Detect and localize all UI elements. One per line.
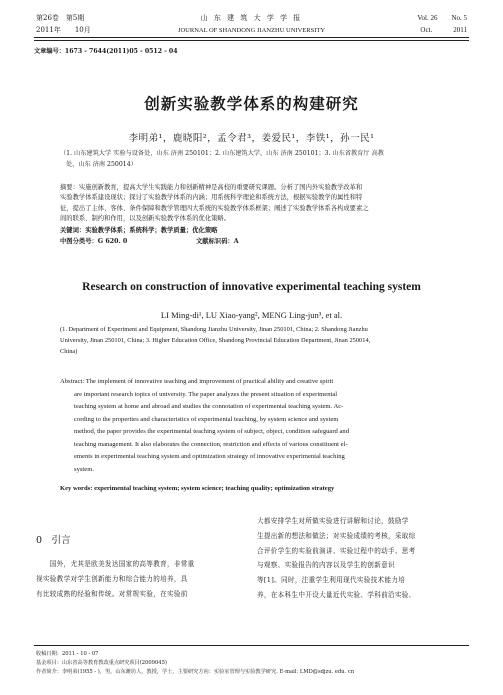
body-line: 合评价学生的实验前演讲、实验过程中的动手、思考: [257, 546, 416, 555]
abstract-en-line: ements in experimental teaching system and optimization strategy of innovative experimental teaching: [74, 453, 345, 460]
keywords-en: Key words: experimental teaching system; system science; teaching quality; optimization strategy: [60, 485, 335, 492]
body-line: 等[1]。同时，注重学生利用现代实验技术能力培: [257, 576, 406, 585]
abstract-en-line: Abstract: The implement of innovative teaching and improvement of practical ability and creative spirit: [60, 378, 334, 385]
footnote-author-bio: 作者简介：李明弟(1955 - )，男，山东潍坊人，教授，学士，主要研究方向：实验室管理与实验教学研究. E-mail: LMD@sdjzu. edu. cn: [36, 669, 355, 675]
body-line: 有比较成熟的经验和传统。对常规实验，在实验前: [36, 589, 188, 598]
body-left-column: [36, 557, 248, 601]
body-line: 国外，尤其是欧美发达国家的高等教育，非常重: [36, 560, 195, 568]
body-line: 大都安排学生对所做实验进行讲解和讨论，鼓励学: [257, 517, 409, 525]
volume-issue-en: Vol. 26 No. 5: [417, 14, 467, 22]
title-cn: 创新实验教学体系的构建研究: [144, 95, 359, 113]
body-right-column: [257, 514, 469, 603]
abstract-cn-line: 摘要：实施创新教育，提高大学生实践能力和创新精神是高校的重要研究课题。分析了国内外实验教学改革和: [60, 184, 363, 191]
footnote-received-date: 收稿日期：2011 - 10 - 07: [36, 651, 99, 657]
body-line: 与观察、实验报告的内容以及学生的创新意识: [257, 561, 395, 570]
abstract-cn-line: 实验教学体系建设现状；探讨了实验教学体系的内涵；用系统科学理论和系统方法，根据实验教学的属性和特: [60, 194, 363, 202]
abstract-cn-line: 征，提出了主体、客体、条件保障和教学管理四大系统的实验教学体系框架；阐述了实验教学体系各构成要素之: [60, 204, 369, 212]
article-number: 文章编号：1673 - 7644(2011)05 - 0512 - 04: [34, 48, 178, 55]
header-rule-thin: [34, 40, 469, 41]
affiliation-en-line: China): [60, 348, 78, 355]
title-en: Research on construction of innovative experimental teaching system: [82, 281, 421, 293]
affiliation-en-line: University, Jinan 250101, China; 3. Higher Education Office, Shandong Provincial Education Department, Jinan 250014,: [60, 337, 371, 344]
year-month-cn: 2011年 10月: [36, 26, 91, 34]
clc-number: 中图分类号：G 620. 0: [60, 238, 128, 245]
affiliation-en: [60, 324, 480, 357]
abstract-en-line: are important research topics of university. The paper analyzes the present situation of experimental: [74, 390, 338, 398]
affiliation-en-line: (1. Department of Experiment and Equipment, Shandong Jianzhu University, Jinan 250101, China; 2. Shandong Jianzhu: [60, 326, 368, 333]
abstract-en: [60, 376, 462, 476]
abstract-en-line: method, the paper provides the experimental teaching system of subject, object, condition safeguard and: [74, 428, 350, 435]
body-line: 视实验教学对学生创新能力和综合能力的培养，具: [36, 574, 188, 583]
volume-issue-cn: 第26卷 第5期: [36, 14, 85, 22]
date-en: Oct. 2011: [420, 26, 467, 34]
footnote-fund: 基金项目：山东省高等教育教改重点研究项目(2009045): [36, 660, 167, 666]
header-rule: [34, 37, 469, 38]
affiliation-cn-line2: 处，山东 济南 250014）: [66, 161, 137, 168]
journal-name-en: JOURNAL OF SHANDONG JIANZHU UNIVERSITY: [177, 27, 326, 34]
keywords-cn: 关键词：实验教学体系；系统科学；教学质量；优化策略: [60, 227, 218, 234]
journal-name-cn: 山 东 建 筑 大 学 学 报: [200, 14, 303, 22]
abstract-en-line: cording to the properties and characteristics of experimental teaching, by system science and system: [74, 415, 339, 423]
document-code: 文献标识码：A: [196, 238, 239, 245]
body-line: 生提出新的想法和做法；对实验成绩的考核，采取综: [257, 531, 416, 540]
footnote: [36, 650, 476, 677]
authors-cn: 李明弟¹，鹿晓阳²，孟令君³，姜爱民¹，李铁¹，孙一民¹: [128, 133, 375, 144]
authors-en: LI Ming-di¹, LU Xiao-yang², MENG Ling-jun³, et al.: [160, 310, 343, 320]
abstract-en-line: teaching system at home and abroad and studies the connotation of experimental teaching system. Ac-: [74, 403, 344, 410]
footnote-rule: [34, 645, 469, 646]
body-line: 养，在本科生中开设大量近代实验、学科前沿实验、: [257, 590, 416, 599]
abstract-cn: [60, 183, 460, 225]
abstract-en-line: teaching management. It also elaborates the connection, restriction and effects of various constituent el-: [74, 440, 348, 448]
abstract-en-line: system.: [74, 465, 94, 473]
section-heading-introduction: 0 引言: [36, 535, 71, 546]
affiliation-cn-line1: （1. 山东建筑大学 实验与设备处，山东 济南 250101；2. 山东建筑大学，山东 济南 250101；3. 山东省教育厅 高教: [60, 150, 384, 157]
abstract-cn-line: 间的联系、制约和作用，以及创新实验教学体系的优化策略。: [60, 215, 231, 223]
